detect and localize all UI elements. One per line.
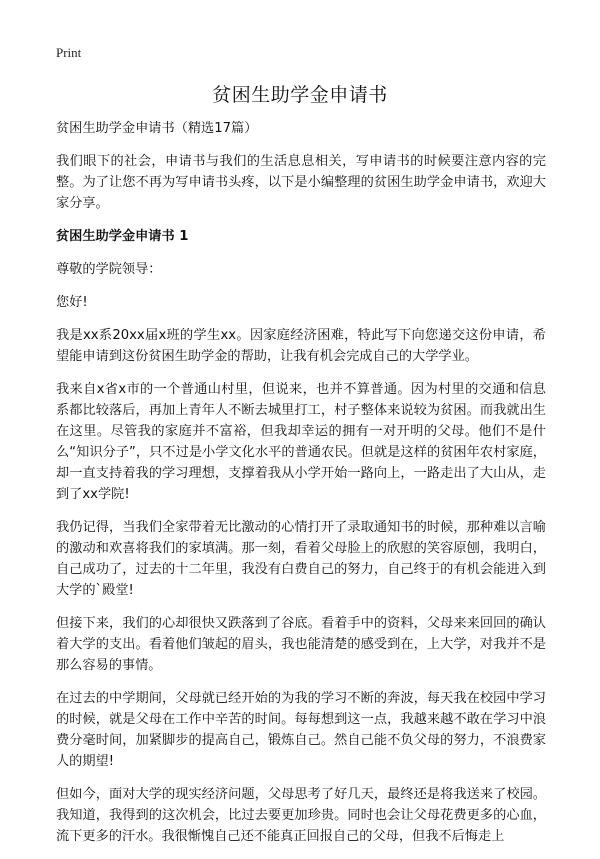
intro-paragraph: 我们眼下的社会，申请书与我们的生活息息相关，写申请书的时候要注意内容的完整。为了让您不再为写申请书头疼，以下是小编整理的贫困生助学金申请书，欢迎大家分享。 [56, 154, 546, 211]
greeting: 您好! [56, 295, 88, 310]
body-paragraph: 但接下来，我们的心却很快又跌落到了谷底。看着手中的资料，父母来来回回的确认着大学的支出。看着他们皱起的眉头，我也能清楚的感受到在，上大学，对我并不是那么容易的事情。 [56, 616, 546, 673]
print-link[interactable]: Print [56, 45, 82, 60]
document-subtitle: 贫困生助学金申请书（精选17篇） [56, 121, 258, 136]
body-paragraph: 在过去的中学期间，父母就已经开始的为我的学习不断的奔波，每天我在校园中学习的时候，就是父母在工作中辛苦的时间。每每想到这一点，我越来越不敢在学习中浪费分毫时间，加紧脚步的提高自己，锻炼自己。然自己能不负父母的努力，不浪费家人的期望! [56, 691, 546, 769]
page-title: 贫困生助学金申请书 [212, 84, 388, 106]
document-body [56, 118, 546, 859]
salutation: 尊敬的学院领导： [56, 262, 162, 277]
body-paragraph: 我仍记得，当我们全家带着无比激动的心情打开了录取通知书的时候，那种难以言喻的激动和欢喜将我们的家填满。那一刻，看着父母脸上的欣慰的笑容原刨，我明白，自己成功了，过去的十二年里，我没有白费自己的努力，自己终于的有机会能进入到大学的`殿堂! [56, 520, 546, 598]
section-heading: 贫困生助学金申请书 1 [56, 229, 189, 244]
body-paragraph: 我来自x省x市的一个普通山村里，但说来，也并不算普通。因为村里的交通和信息系都比较落后，再加上青年人不断去城里打工，村子整体来说较为贫困。而我就出生在这里。尽管我的家庭并不富裕，但我却幸运的拥有一对开明的父母。他们不是什么“知识分子”，只不过是小学文化水平的普通农民。但就是这样的贫困年农村家庭，却一直支持着我的学习理想，支撑着我从小学开始一路向上，一路走出了大山从，走到了xx学院! [56, 382, 546, 502]
body-paragraph: 我是xx系20xx届x班的学生xx。因家庭经济困难，特此写下向您递交这份申请，希望能申请到这份贫困生助学金的帮助，让我有机会完成自己的大学学业。 [56, 328, 546, 364]
body-paragraph: 但如今，面对大学的现实经济问题，父母思考了好几天，最终还是将我送来了校园。我知道，我得到的这次机会，比过去要更加珍贵。同时也会让父母花费更多的心血，流下更多的汗水。我很惭愧自己还不能真正回报自己的父母，但我不后悔走上 [56, 787, 546, 844]
